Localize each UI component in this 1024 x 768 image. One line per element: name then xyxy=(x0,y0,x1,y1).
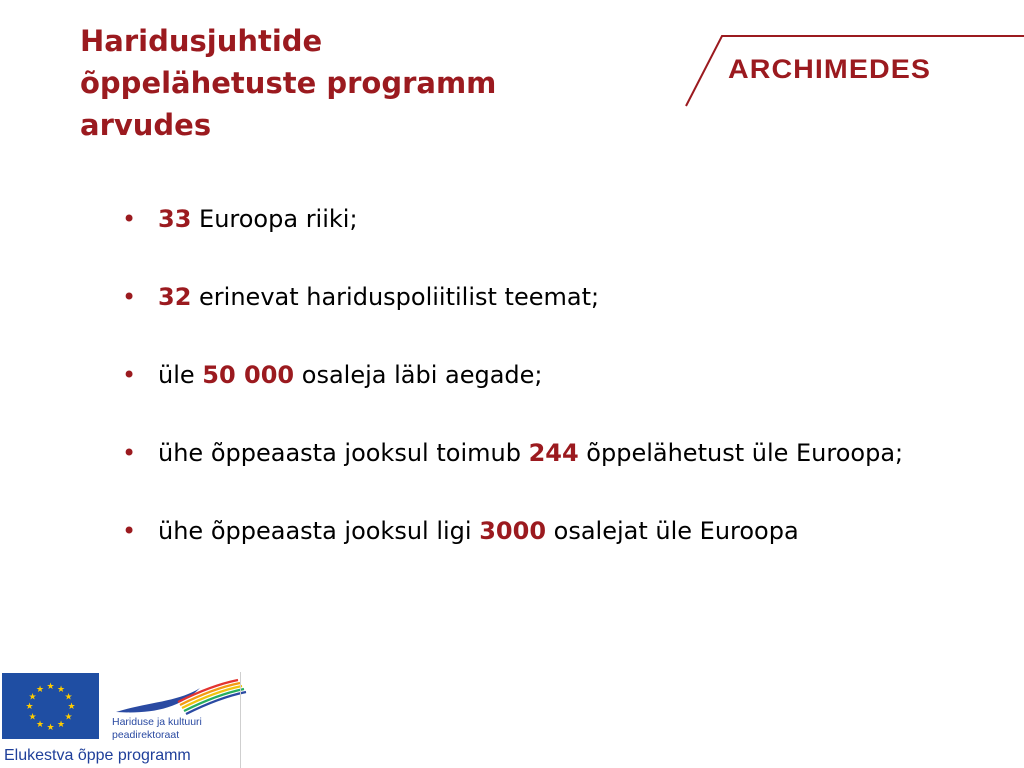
list-item xyxy=(120,202,980,236)
item-number: 33 xyxy=(158,205,192,233)
item-pre: ühe õppeaasta jooksul ligi xyxy=(158,517,480,545)
brand-name: ARCHIMEDES xyxy=(728,54,932,84)
svg-text:★: ★ xyxy=(56,685,66,695)
svg-text:★: ★ xyxy=(25,702,34,712)
title-line-2: õppelähetuste programm xyxy=(80,66,497,100)
item-pre: üle xyxy=(158,361,203,389)
list-item xyxy=(120,358,980,392)
item-post: erinevat hariduspoliitilist teemat; xyxy=(191,283,600,311)
bullet-icon: • xyxy=(122,283,137,311)
svg-text:★: ★ xyxy=(46,682,55,692)
facts-list xyxy=(120,202,980,548)
dg-line-2: peadirektoraat xyxy=(112,729,180,741)
list-item xyxy=(120,514,980,548)
eu-flag-icon xyxy=(2,673,99,739)
dg-label xyxy=(112,716,202,742)
item-post: Euroopa riiki; xyxy=(191,205,358,233)
bullet-icon: • xyxy=(122,439,137,467)
list-item xyxy=(120,436,980,470)
list-item xyxy=(120,280,980,314)
item-number: 50 000 xyxy=(202,361,295,389)
bullet-icon: • xyxy=(122,205,137,233)
svg-text:★: ★ xyxy=(46,723,55,733)
svg-text:★: ★ xyxy=(64,692,73,703)
item-pre: ühe õppeaasta jooksul toimub xyxy=(158,439,529,467)
svg-text:★: ★ xyxy=(64,712,73,723)
bullet-icon: • xyxy=(122,361,137,389)
item-number: 32 xyxy=(158,283,192,311)
title-line-1: Haridusjuhtide xyxy=(80,24,323,58)
svg-text:★: ★ xyxy=(28,712,37,723)
footer-divider xyxy=(240,672,241,768)
svg-text:★: ★ xyxy=(35,720,45,730)
item-number: 3000 xyxy=(479,517,547,545)
item-post: osalejat üle Euroopa xyxy=(546,517,799,545)
svg-text:★: ★ xyxy=(28,692,37,703)
program-name: Elukestva õppe programm xyxy=(4,747,191,764)
dg-line-1: Hariduse ja kultuuri xyxy=(112,716,202,728)
title-line-3: arvudes xyxy=(80,108,212,142)
item-number: 244 xyxy=(528,439,579,467)
svg-text:★: ★ xyxy=(67,702,76,712)
archimedes-logo xyxy=(680,28,1024,112)
page-title xyxy=(80,20,496,146)
svg-text:★: ★ xyxy=(35,685,45,695)
item-post: osaleja läbi aegade; xyxy=(294,361,543,389)
bullet-icon: • xyxy=(122,517,137,545)
svg-text:★: ★ xyxy=(56,720,66,730)
item-post: õppelähetust üle Euroopa; xyxy=(578,439,904,467)
